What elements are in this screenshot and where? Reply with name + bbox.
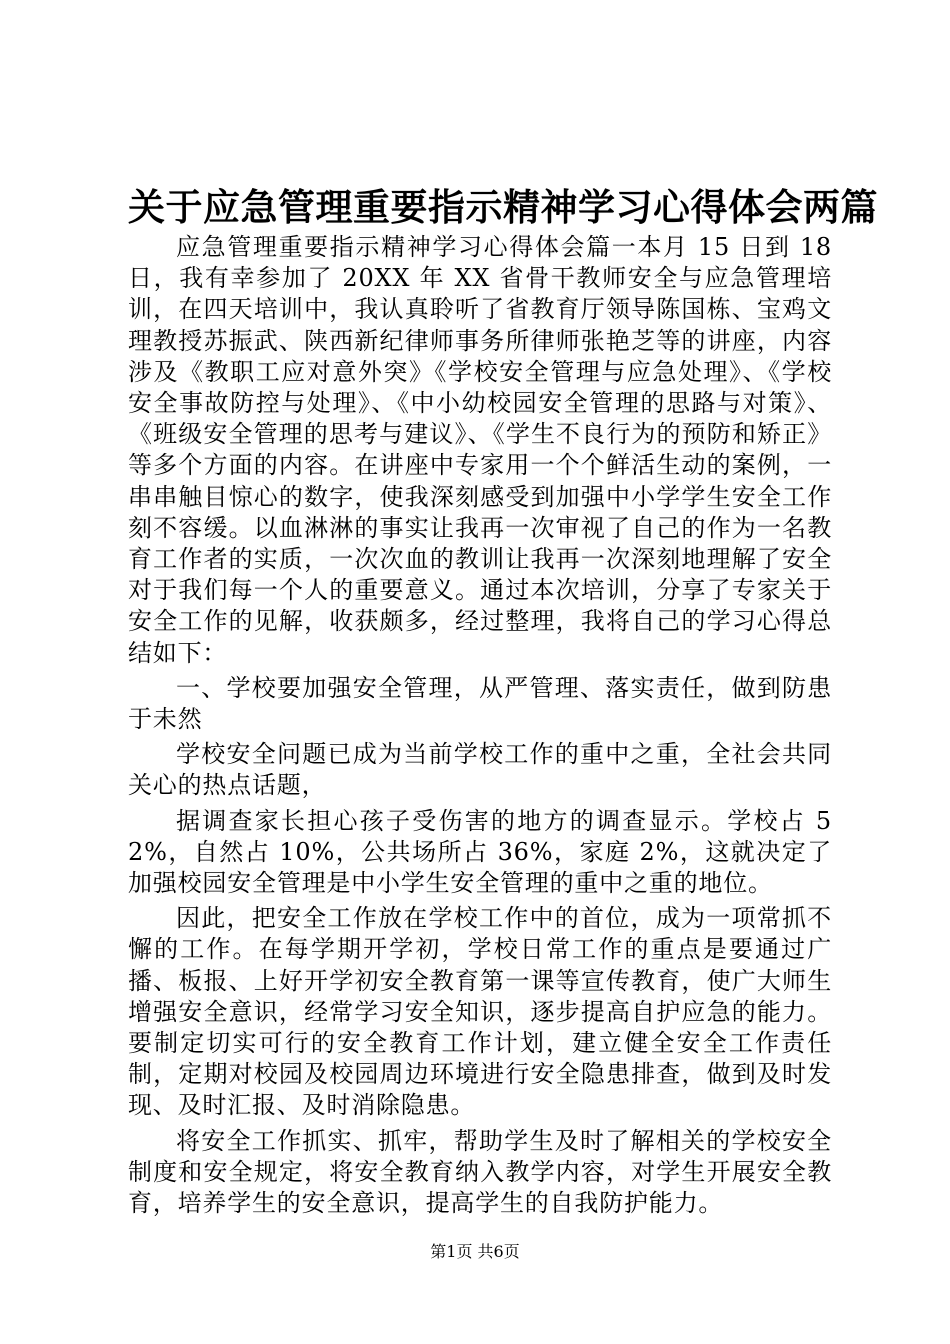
page-footer: 第1页 共6页 [430, 1242, 520, 1261]
paragraph-survey: 据调查家长担心孩子受伤害的地方的调查显示。学校占 52%，自然占 10%，公共场所占 36%，家庭 2%，这就决定了加强校园安全管理是中小学生安全管理的重中之重的地位。 [128, 806, 832, 898]
paragraph-therefore: 因此，把安全工作放在学校工作中的首位，成为一项常抓不懈的工作。在每学期开学初，学校日常工作的重点是要通过广播、板报、上好开学初安全教育第一课等宣传教育，使广大师生增强安全意识，经常学习安全知识，逐步提高自护应急的能力。要制定切实可行的安全教育工作计划，建立健全安全工作责任制，定期对校园及校园周边环境进行安全隐患排查，做到及时发现、及时汇报、及时消除隐患。 [128, 904, 832, 1120]
paragraph-intro: 应急管理重要指示精神学习心得体会篇一本月 15 日到 18 日，我有幸参加了 20XX 年 XX 省骨干教师安全与应急管理培训，在四天培训中，我认真聆听了省教育厅领导陈国栋、宝鸡文理教授苏振武、陕西新纪律师事务所律师张艳芝等的讲座，内容涉及《教职工应对意外突》《学校安全管理与应急处理》、《学校安全事故防控与处理》、《中小幼校园安全管理的思路与对策》、《班级安全管理的思考与建议》、《学生不良行为的预防和矫正》等多个方面的内容。在讲座中专家用一个个鲜活生动的案例，一串串触目惊心的数字，使我深刻感受到加强中小学学生安全工作刻不容缓。以血淋淋的事实让我再一次审视了自己的作为一名教育工作者的实质，一次次血的教训让我再一次深刻地理解了安全对于我们每一个人的重要意义。通过本次培训，分享了专家关于安全工作的见解，收获颇多，经过整理，我将自己的学习心得总结如下： [128, 233, 832, 667]
document-body [128, 232, 832, 1223]
paragraph-safety-issue: 学校安全问题已成为当前学校工作的重中之重，全社会共同关心的热点话题， [128, 740, 832, 800]
document-title: 关于应急管理重要指示精神学习心得体会两篇 [128, 186, 878, 229]
paragraph-implementation: 将安全工作抓实、抓牢，帮助学生及时了解相关的学校安全制度和安全规定，将安全教育纳入教学内容，对学生开展安全教育，培养学生的安全意识，提高学生的自我防护能力。 [128, 1126, 832, 1218]
paragraph-section-heading: 一、学校要加强安全管理，从严管理、落实责任，做到防患于未然 [128, 673, 832, 734]
